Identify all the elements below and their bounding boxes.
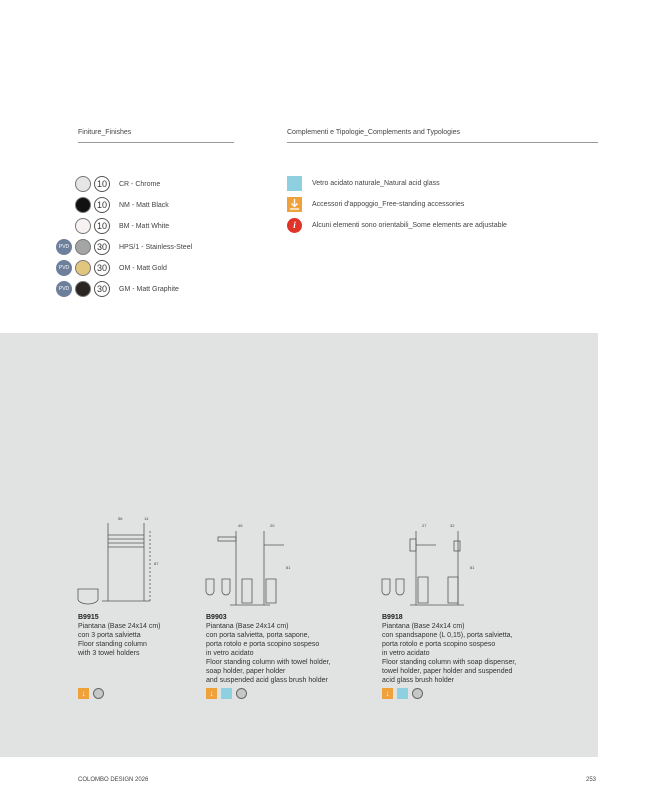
complement-row <box>287 175 440 191</box>
footer-brand: COLOMBO DESIGN 2026 <box>78 777 149 783</box>
product-b9903 <box>206 613 376 685</box>
product-description-line: Floor standing column with soap dispenser, <box>382 659 517 666</box>
complement-row <box>287 217 507 233</box>
product-description-line: con spandsapone (L 0,15), porta salvietta, <box>382 632 513 639</box>
pvd-badge <box>56 197 72 213</box>
product-drawing-b9903 <box>200 519 300 607</box>
color-swatch <box>75 197 91 213</box>
dim-label: 32 <box>450 523 455 528</box>
product-code: B9903 <box>206 614 227 621</box>
product-description-line: acid glass brush holder <box>382 677 454 684</box>
finish-swatch-icon <box>412 688 423 699</box>
download-arrow-icon: ↓ <box>206 688 217 699</box>
warranty-badge: 30 <box>94 239 110 255</box>
finish-label: BM - Matt White <box>119 222 170 230</box>
product-icons-b9918 <box>382 688 423 699</box>
complement-label: Accessori d'appoggio_Free-standing accessories <box>312 200 465 208</box>
info-icon: i <box>287 218 302 233</box>
dim-label: 87 <box>154 561 159 566</box>
color-swatch <box>75 260 91 276</box>
product-description-line: Piantana (Base 24x14 cm) <box>382 623 465 630</box>
finish-label: CR - Chrome <box>119 180 161 188</box>
glass-square-icon <box>397 688 408 699</box>
pvd-badge: PVD <box>56 260 72 276</box>
warranty-badge: 10 <box>94 218 110 234</box>
dim-label: 27 <box>422 523 427 528</box>
complements-divider <box>287 142 598 143</box>
product-description-line: Floor standing column <box>78 641 147 648</box>
finishes-divider <box>78 142 234 143</box>
product-description-line: in vetro acidato <box>206 650 254 657</box>
product-panel <box>0 333 598 757</box>
glass-square-icon <box>287 176 302 191</box>
product-drawing-b9915 <box>74 513 174 605</box>
complements-header: Complementi e Tipologie_Complements and Typologies <box>287 129 461 136</box>
pvd-badge: PVD <box>56 281 72 297</box>
product-description-line: con 3 porta salvietta <box>78 632 141 639</box>
product-description-line: Piantana (Base 24x14 cm) <box>78 623 161 630</box>
product-description-line: porta rotolo e porta scopino sospeso <box>206 641 320 648</box>
dim-label: 45 <box>238 523 243 528</box>
warranty-badge: 10 <box>94 176 110 192</box>
color-swatch <box>75 218 91 234</box>
product-description-line: and suspended acid glass brush holder <box>206 677 328 684</box>
product-code: B9918 <box>382 614 403 621</box>
color-swatch <box>75 176 91 192</box>
complement-row <box>287 196 464 212</box>
warranty-badge: 30 <box>94 260 110 276</box>
finish-row <box>56 175 160 193</box>
product-description-line: con porta salvietta, porta sapone, <box>206 632 310 639</box>
pvd-badge: PVD <box>56 239 72 255</box>
finish-label: NM - Matt Black <box>119 201 169 209</box>
product-code: B9915 <box>78 614 99 621</box>
pvd-badge <box>56 176 72 192</box>
product-description-line: in vetro acidato <box>382 650 430 657</box>
finish-row <box>56 217 169 235</box>
product-icons-b9915 <box>78 688 104 699</box>
finish-swatch-icon <box>236 688 247 699</box>
finish-row <box>56 280 179 298</box>
finishes-header: Finiture_Finishes <box>78 129 132 136</box>
product-description-line: with 3 towel holders <box>78 650 140 657</box>
complement-label: Alcuni elementi sono orientabili_Some elements are adjustable <box>312 221 507 229</box>
finish-label: OM - Matt Gold <box>119 264 167 272</box>
finish-row <box>56 196 169 214</box>
product-description-line: towel holder, paper holder and suspended <box>382 668 513 675</box>
finish-row <box>56 259 167 277</box>
dim-label: 20 <box>270 523 275 528</box>
product-b9915 <box>78 613 198 658</box>
download-arrow-icon: ↓ <box>382 688 393 699</box>
pvd-badge <box>56 218 72 234</box>
product-description-line: porta rotolo e porta scopino sospeso <box>382 641 496 648</box>
finish-row <box>56 238 192 256</box>
complement-label: Vetro acidato naturale_Natural acid glass <box>312 179 440 187</box>
product-drawing-b9918 <box>376 519 476 607</box>
dim-label: 56 <box>118 516 123 521</box>
finish-label: HPS/1 - Stainless-Steel <box>119 243 193 251</box>
page-number: 253 <box>586 777 597 783</box>
finish-label: GM - Matt Graphite <box>119 285 179 293</box>
finish-swatch-icon <box>93 688 104 699</box>
color-swatch <box>75 239 91 255</box>
glass-square-icon <box>221 688 232 699</box>
dim-label: 14 <box>144 516 149 521</box>
download-arrow-icon: ↓ <box>78 688 89 699</box>
dim-label: 81 <box>286 565 291 570</box>
product-description-line: soap holder, paper holder <box>206 668 286 675</box>
product-icons-b9903 <box>206 688 247 699</box>
download-arrow-icon <box>287 197 302 212</box>
product-description-line: Piantana (Base 24x14 cm) <box>206 623 289 630</box>
color-swatch <box>75 281 91 297</box>
warranty-badge: 10 <box>94 197 110 213</box>
dim-label: 81 <box>470 565 475 570</box>
product-b9918 <box>382 613 582 685</box>
product-description-line: Floor standing column with towel holder, <box>206 659 331 666</box>
warranty-badge: 30 <box>94 281 110 297</box>
